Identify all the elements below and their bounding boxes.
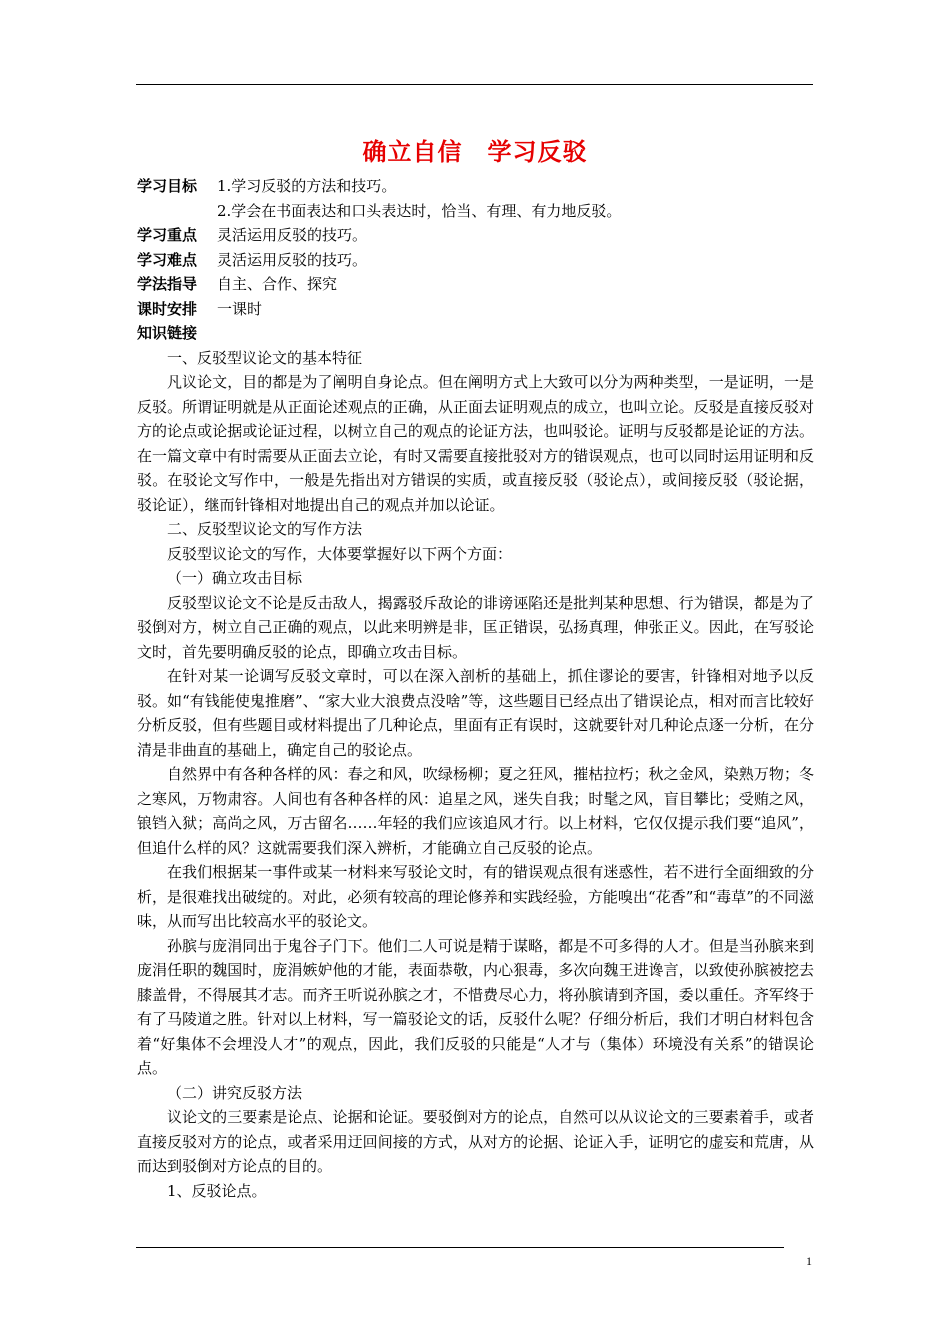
subsection-heading-1: （一）确立攻击目标 <box>167 569 303 587</box>
subsection-heading-2: （二）讲究反驳方法 <box>167 1083 303 1102</box>
difficulty-text: 灵活运用反驳的技巧。 <box>217 250 368 269</box>
paragraph-6: 在我们根据某一事件或某一材料来写驳论文时，有的错误观点很有迷惑性，若不进行全面细致的分析，是很难找出破绽的。对此，必须有较高的理论修养和实践经验，方能嗅出“花香”和“毒草”的不同滋味，从而写出比较高水平的驳论文。 <box>137 863 814 930</box>
footer-rule <box>136 1247 784 1248</box>
paragraph-5: 自然界中有各种各样的风：春之和风，吹绿杨柳；夏之狂风，摧枯拉朽；秋之金风，染熟万物；冬之寒风，万物肃容。人间也有各种各样的风：追星之风，迷失自我；时髦之风，盲目攀比；受贿之风，锒铛入狱；高尚之风，万古留名……年轻的我们应该追风才行。以上材料，它仅仅提示我们要“追风”，但追什么样的风？这就需要我们深入辨析，才能确立自己反驳的论点。 <box>137 765 814 857</box>
goal-2: 2.学会在书面表达和口头表达时，恰当、有理、有力地反驳。 <box>217 201 622 220</box>
document-title: 确立自信 学习反驳 <box>362 138 588 166</box>
schedule-text: 一课时 <box>217 299 263 318</box>
difficulty-row <box>137 248 814 273</box>
paragraph-2: 反驳型议论文的写作，大体要掌握好以下两个方面： <box>167 544 513 563</box>
method-text: 自主、合作、探究 <box>217 275 338 293</box>
subsection-heading-3: 1、反驳论点。 <box>167 1181 267 1200</box>
knowledge-link-label: 知识链接 <box>137 324 198 342</box>
goal-1: 1.学习反驳的方法和技巧。 <box>217 177 397 195</box>
goal-label: 学习目标 <box>137 177 198 195</box>
method-label: 学法指导 <box>137 275 198 293</box>
page-number: 1 <box>806 1254 812 1268</box>
focus-label: 学习重点 <box>137 226 198 244</box>
section-heading-1: 一、反驳型议论文的基本特征 <box>167 348 363 367</box>
paragraph-8: 议论文的三要素是论点、论据和论证。要驳倒对方的论点，自然可以从议论文的三要素着手，或者直接反驳对方的论点，或者采用迂回间接的方式，从对方的论据、论证入手，证明它的虚妄和荒唐，从而达到驳倒对方论点的目的。 <box>137 1108 814 1175</box>
focus-text: 灵活运用反驳的技巧。 <box>217 226 368 244</box>
focus-row <box>137 223 814 248</box>
schedule-row <box>137 297 814 322</box>
section-heading-2: 二、反驳型议论文的写作方法 <box>167 520 363 538</box>
goal-row <box>137 174 814 199</box>
paragraph-1: 凡议论文，目的都是为了阐明自身论点。但在阐明方式上大致可以分为两种类型，一是证明，一是反驳。所谓证明就是从正面论述观点的正确，从正面去证明观点的成立，也叫立论。反驳是直接反驳对方的论点或论据或论证过程，以树立自己的观点的论证方法，也叫驳论。证明与反驳都是论证的方法。在一篇文章中有时需要从正面去立论，有时又需要直接批驳对方的错误观点，也可以同时运用证明和反驳。在驳论文写作中，一般是先指出对方错误的实质，或直接反驳（驳论点），或间接反驳（驳论据，驳论证），继而针锋相对地提出自己的观点并加以论证。 <box>137 373 814 514</box>
paragraph-4: 在针对某一论调写反驳文章时，可以在深入剖析的基础上，抓住谬论的要害，针锋相对地予以反驳。如“有钱能使鬼推磨”、“家大业大浪费点没啥”等，这些题目已经点出了错误论点，相对而言比较好分析反驳，但有些题目或材料提出了几种论点，里面有正有误时，这就要针对几种论点逐一分析，在分清是非曲直的基础上，确定自己的驳论点。 <box>137 667 814 759</box>
paragraph-3: 反驳型议论文不论是反击敌人，揭露驳斥敌论的诽谤诬陷还是批判某种思想、行为错误，都是为了驳倒对方，树立自己正确的观点，以此来明辨是非，匡正错误，弘扬真理，伸张正义。因此，在写驳论文时，首先要明确反驳的论点，即确立攻击目标。 <box>137 593 814 661</box>
method-row <box>137 272 814 297</box>
schedule-label: 课时安排 <box>137 299 198 318</box>
difficulty-label: 学习难点 <box>137 250 198 269</box>
header-rule <box>136 84 813 85</box>
paragraph-7: 孙膑与庞涓同出于鬼谷子门下。他们二人可说是精于谋略，都是不可多得的人才。但是当孙膑来到庞涓任职的魏国时，庞涓嫉妒他的才能，表面恭敬，内心狠毒，多次向魏王进谗言，以致使孙膑被挖去膝盖骨，不得展其才志。而齐王听说孙膑之才，不惜费尽心力，将孙膑请到齐国，委以重任。齐军终于有了马陵道之胜。针对以上材料，写一篇驳论文的话，反驳什么呢？仔细分析后，我们才明白材料包含着“好集体不会埋没人才”的观点，因此，我们反驳的只能是“人才与（集体）环境没有关系”的错误论点。 <box>137 936 814 1077</box>
document-body <box>137 174 814 1203</box>
